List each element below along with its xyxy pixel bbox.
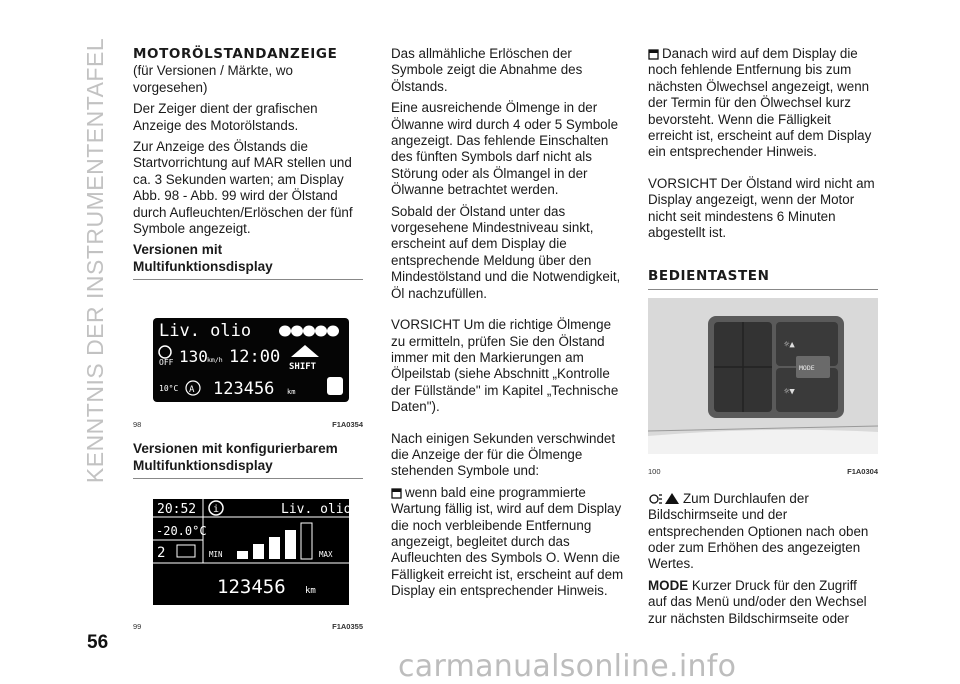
oil-level-bar: [285, 530, 296, 559]
bullet-paragraph: [648, 46, 878, 161]
paragraph: Sobald der Ölstand unter das vorgesehene Mindestniveau sinkt, erscheint auf dem Display die entsprechende Meldung über den Mindestölstand und die Notwendigkeit, Öl nachzufüllen.: [391, 203, 621, 301]
oil-level-bar: [237, 551, 248, 559]
page-number: 56: [87, 632, 109, 653]
figure-code: F1A0355: [332, 622, 363, 632]
divider: [133, 279, 363, 280]
chapter-title-text: KENNTNIS DER INSTRUMENTENTAFEL: [82, 37, 109, 483]
figure-code: F1A0304: [847, 467, 878, 477]
section-heading-oil-level: MOTORÖLSTANDANZEIGE: [133, 46, 338, 62]
oil-level-bar: [253, 544, 264, 559]
display-title: Liv. olio: [281, 501, 352, 517]
bullet-paragraph: [391, 485, 627, 600]
bullet-text: Danach wird auf dem Display die noch fehlende Entfernung bis zum nächsten Ölwechsel angezeigt, wenn der Termin für den Ölwechsel kurz bevorsteht. Wenn die Fälligkeit erreicht ist, erscheint auf dem Display ein entsprechender Hinweis.: [648, 46, 872, 160]
paragraph: Zur Anzeige des Ölstands die Startvorrichtung auf MAR stellen und ca. 3 Sekunden warten; am Display Abb. 98 - Abb. 99 wird der Ölstand durch Aufleuchten/Erlöschen der fünf Symbole angezeigt.: [133, 139, 353, 237]
shift-label: SHIFT: [289, 362, 317, 373]
temperature-value: 10°C: [159, 384, 179, 394]
lighting-icon: [327, 377, 343, 395]
divider: [133, 478, 363, 479]
column-3: [648, 46, 878, 632]
oil-level-bar: [269, 537, 280, 559]
paragraph: Das allmähliche Erlöschen der Symbole zeigt die Abnahme des Ölstands.: [391, 46, 583, 94]
figure-code: F1A0354: [332, 419, 363, 429]
up-button-text: Zum Durchlaufen der Bildschirmseite und der entsprechenden Optionen nach oben oder zum Erhöhen des angezeigten Wertes.: [648, 490, 869, 572]
subsection-heading-multifunction: Versionen mit Multifunktionsdisplay: [133, 242, 273, 274]
subsection-heading-configurable: Versionen mit konfigurierbarem Multifunktionsdisplay: [133, 441, 338, 473]
gear-value: 2: [157, 544, 166, 561]
off-label: OFF: [159, 358, 174, 368]
caution-paragraph: VORSICHT Um die richtige Ölmenge zu ermitteln, prüfen Sie den Ölstand immer mit den Markierungen am Ölpeilstab (siehe Abschnitt „Kontrolle der Füllstände" im Kapitel „Technische Daten").: [391, 317, 619, 415]
figure-caption: [133, 417, 363, 433]
svg-text:☼▼: ☼▼: [784, 386, 795, 397]
brightness-up-icon: [648, 492, 680, 505]
figure-number: 98: [133, 419, 142, 429]
control-buttons-figure: [648, 298, 878, 454]
section-heading-controls: BEDIENTASTEN: [648, 268, 770, 285]
subheading-versions: (für Versionen / Märkte, wo vorgesehen): [133, 63, 294, 95]
service-wrench-icon: [391, 488, 402, 499]
clock-value: 20:52: [157, 501, 197, 517]
max-label: MAX: [319, 549, 333, 559]
odometer-unit: km: [305, 585, 316, 596]
speed-unit: km/h: [207, 356, 223, 365]
svg-text:☼▲: ☼▲: [784, 339, 795, 350]
figure-number: 99: [133, 622, 142, 632]
oil-level-dots: [279, 326, 339, 337]
svg-text:i: i: [213, 503, 220, 515]
odometer-value: 123456: [213, 379, 275, 400]
service-wrench-icon: [648, 49, 659, 60]
odometer-unit: km: [287, 388, 296, 397]
watermark: carmanualsonline.info: [398, 649, 737, 684]
figure-100: [648, 298, 878, 481]
caution-paragraph: VORSICHT Der Ölstand wird nicht am Display angezeigt, wenn der Motor nicht seit mindestens 6 Minuten abgestellt ist.: [648, 175, 875, 241]
figure-99: [133, 497, 363, 636]
figure-caption: [133, 619, 363, 635]
auto-label: A: [189, 385, 195, 396]
display-title: Liv. olio: [159, 321, 252, 342]
divider: [648, 289, 878, 290]
mode-button-text: Kurzer Druck für den Zugriff auf das Menü und/oder den Wechsel zur nächsten Bildschirmseite oder: [648, 577, 867, 626]
mode-word: MODE: [648, 577, 689, 593]
figure-98: [133, 314, 363, 433]
paragraph: Der Zeiger dient der grafischen Anzeige des Motorölstands.: [133, 101, 318, 133]
speed-value: 130: [179, 347, 208, 367]
up-button-description: [648, 491, 878, 573]
figure-number: 100: [648, 467, 661, 477]
bullet-text: wenn bald eine programmierte Wartung fällig ist, wird auf dem Display die noch verbleibende Entfernung angezeigt, begleitet durch das Aufleuchten des Symbols O. Wenn die Fälligkeit erreicht ist, erscheint auf dem Display ein entsprechender Hinweis.: [391, 484, 624, 599]
paragraph: Nach einigen Sekunden verschwindet die Anzeige der für die Ölmenge stehenden Symbole und:: [391, 430, 616, 479]
figure-caption: [648, 464, 878, 480]
mode-button-label: MODE: [799, 363, 815, 372]
clock-value: 12:00: [229, 347, 281, 368]
display-figure-99: [133, 497, 363, 609]
chapter-title-vertical: [76, 37, 116, 483]
odometer-value: 123456: [217, 575, 286, 598]
display-figure-98: [133, 314, 363, 406]
min-label: MIN: [209, 549, 223, 559]
column-1: [133, 46, 363, 636]
paragraph: Eine ausreichende Ölmenge in der Ölwanne wird durch 4 oder 5 Symbole angezeigt. Das fehlende Einschalten des fünften Symbols darf nicht als Störung oder als Ölmangel in der Ölwanne betrachtet werden.: [391, 100, 619, 198]
mode-button-description: [648, 578, 878, 627]
column-2: [391, 46, 627, 605]
temperature-value: -20.0°C: [156, 523, 207, 538]
